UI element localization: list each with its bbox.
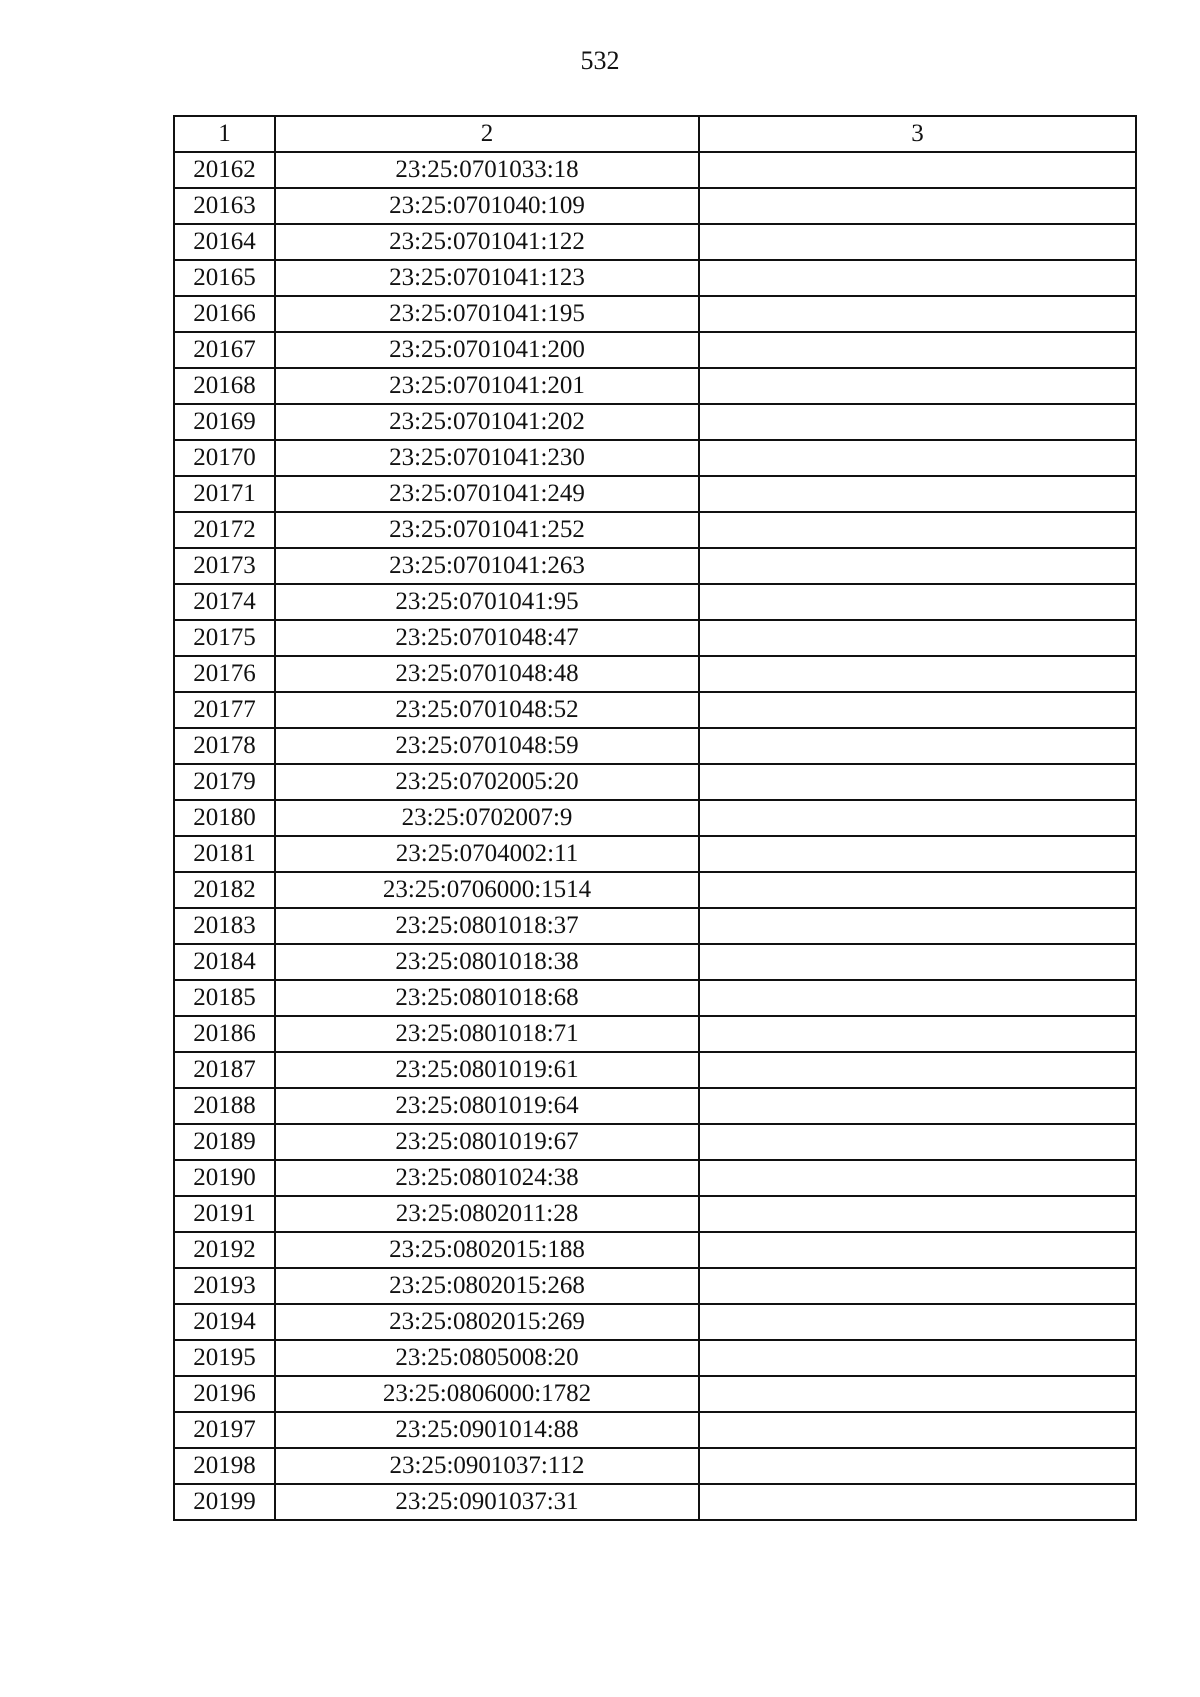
row-number-cell: 20187 [174, 1052, 275, 1088]
notes-cell [699, 728, 1136, 764]
table-row [174, 296, 1136, 332]
table-row [174, 728, 1136, 764]
cadastral-number-cell: 23:25:0801018:71 [275, 1016, 699, 1052]
notes-cell [699, 188, 1136, 224]
cadastral-number-cell: 23:25:0701041:123 [275, 260, 699, 296]
notes-cell [699, 800, 1136, 836]
table-row [174, 1376, 1136, 1412]
cadastral-number-cell: 23:25:0702005:20 [275, 764, 699, 800]
table-row [174, 944, 1136, 980]
row-number-cell: 20199 [174, 1484, 275, 1520]
notes-cell [699, 620, 1136, 656]
table-row [174, 476, 1136, 512]
cadastral-number-cell: 23:25:0701041:200 [275, 332, 699, 368]
table-row [174, 1016, 1136, 1052]
row-number-cell: 20179 [174, 764, 275, 800]
table-row [174, 1304, 1136, 1340]
table-row [174, 512, 1136, 548]
row-number-cell: 20184 [174, 944, 275, 980]
table-row [174, 1484, 1136, 1520]
notes-cell [699, 872, 1136, 908]
row-number-cell: 20195 [174, 1340, 275, 1376]
row-number-cell: 20186 [174, 1016, 275, 1052]
row-number-cell: 20178 [174, 728, 275, 764]
row-number-cell: 20181 [174, 836, 275, 872]
row-number-cell: 20171 [174, 476, 275, 512]
cadastral-number-cell: 23:25:0701048:52 [275, 692, 699, 728]
notes-cell [699, 1232, 1136, 1268]
cadastral-number-cell: 23:25:0701041:230 [275, 440, 699, 476]
cadastral-number-cell: 23:25:0901037:112 [275, 1448, 699, 1484]
notes-cell [699, 908, 1136, 944]
cadastral-number-cell: 23:25:0802015:188 [275, 1232, 699, 1268]
table-row [174, 1088, 1136, 1124]
notes-cell [699, 584, 1136, 620]
notes-cell [699, 692, 1136, 728]
row-number-cell: 20185 [174, 980, 275, 1016]
cadastral-number-cell: 23:25:0801024:38 [275, 1160, 699, 1196]
notes-cell [699, 152, 1136, 188]
notes-cell [699, 512, 1136, 548]
notes-cell [699, 440, 1136, 476]
row-number-cell: 20183 [174, 908, 275, 944]
cadastral-number-cell: 23:25:0701041:202 [275, 404, 699, 440]
table-row [174, 1160, 1136, 1196]
table-row [174, 836, 1136, 872]
column-header-3: 3 [699, 116, 1136, 152]
notes-cell [699, 1304, 1136, 1340]
notes-cell [699, 1340, 1136, 1376]
row-number-cell: 20169 [174, 404, 275, 440]
notes-cell [699, 836, 1136, 872]
row-number-cell: 20167 [174, 332, 275, 368]
notes-cell [699, 1124, 1136, 1160]
cadastral-table [173, 115, 1137, 1521]
row-number-cell: 20191 [174, 1196, 275, 1232]
row-number-cell: 20190 [174, 1160, 275, 1196]
row-number-cell: 20193 [174, 1268, 275, 1304]
notes-cell [699, 296, 1136, 332]
row-number-cell: 20172 [174, 512, 275, 548]
row-number-cell: 20174 [174, 584, 275, 620]
row-number-cell: 20189 [174, 1124, 275, 1160]
table-row [174, 980, 1136, 1016]
notes-cell [699, 980, 1136, 1016]
row-number-cell: 20163 [174, 188, 275, 224]
table-row [174, 620, 1136, 656]
row-number-cell: 20165 [174, 260, 275, 296]
notes-cell [699, 476, 1136, 512]
notes-cell [699, 1268, 1136, 1304]
cadastral-number-cell: 23:25:0801019:64 [275, 1088, 699, 1124]
table-row [174, 548, 1136, 584]
cadastral-number-cell: 23:25:0901014:88 [275, 1412, 699, 1448]
row-number-cell: 20175 [174, 620, 275, 656]
cadastral-number-cell: 23:25:0706000:1514 [275, 872, 699, 908]
notes-cell [699, 1088, 1136, 1124]
cadastral-number-cell: 23:25:0802015:268 [275, 1268, 699, 1304]
cadastral-number-cell: 23:25:0701041:95 [275, 584, 699, 620]
table-row [174, 584, 1136, 620]
table-row [174, 800, 1136, 836]
row-number-cell: 20162 [174, 152, 275, 188]
notes-cell [699, 404, 1136, 440]
notes-cell [699, 1448, 1136, 1484]
notes-cell [699, 1052, 1136, 1088]
cadastral-number-cell: 23:25:0802011:28 [275, 1196, 699, 1232]
table-row [174, 1340, 1136, 1376]
cadastral-number-cell: 23:25:0805008:20 [275, 1340, 699, 1376]
cadastral-number-cell: 23:25:0701041:263 [275, 548, 699, 584]
table-header-row [174, 116, 1136, 152]
notes-cell [699, 548, 1136, 584]
cadastral-number-cell: 23:25:0701041:252 [275, 512, 699, 548]
row-number-cell: 20198 [174, 1448, 275, 1484]
notes-cell [699, 260, 1136, 296]
row-number-cell: 20176 [174, 656, 275, 692]
cadastral-number-cell: 23:25:0702007:9 [275, 800, 699, 836]
row-number-cell: 20166 [174, 296, 275, 332]
table-row [174, 1196, 1136, 1232]
notes-cell [699, 1412, 1136, 1448]
table-row [174, 1052, 1136, 1088]
cadastral-number-cell: 23:25:0701048:48 [275, 656, 699, 692]
row-number-cell: 20173 [174, 548, 275, 584]
row-number-cell: 20177 [174, 692, 275, 728]
table-row [174, 692, 1136, 728]
cadastral-number-cell: 23:25:0801019:67 [275, 1124, 699, 1160]
table-row [174, 260, 1136, 296]
notes-cell [699, 224, 1136, 260]
column-header-2: 2 [275, 116, 699, 152]
row-number-cell: 20182 [174, 872, 275, 908]
notes-cell [699, 368, 1136, 404]
notes-cell [699, 1376, 1136, 1412]
table-row [174, 656, 1136, 692]
table-row [174, 1232, 1136, 1268]
row-number-cell: 20188 [174, 1088, 275, 1124]
row-number-cell: 20180 [174, 800, 275, 836]
table-row [174, 224, 1136, 260]
cadastral-number-cell: 23:25:0806000:1782 [275, 1376, 699, 1412]
cadastral-number-cell: 23:25:0701033:18 [275, 152, 699, 188]
notes-cell [699, 1160, 1136, 1196]
table-row [174, 764, 1136, 800]
row-number-cell: 20196 [174, 1376, 275, 1412]
notes-cell [699, 944, 1136, 980]
notes-cell [699, 764, 1136, 800]
notes-cell [699, 332, 1136, 368]
table-row [174, 404, 1136, 440]
table-row [174, 1412, 1136, 1448]
cadastral-number-cell: 23:25:0701048:59 [275, 728, 699, 764]
table-body [174, 152, 1136, 1520]
row-number-cell: 20170 [174, 440, 275, 476]
cadastral-number-cell: 23:25:0801018:38 [275, 944, 699, 980]
table-row [174, 908, 1136, 944]
row-number-cell: 20168 [174, 368, 275, 404]
cadastral-number-cell: 23:25:0701048:47 [275, 620, 699, 656]
notes-cell [699, 1196, 1136, 1232]
notes-cell [699, 1016, 1136, 1052]
notes-cell [699, 656, 1136, 692]
row-number-cell: 20164 [174, 224, 275, 260]
cadastral-number-cell: 23:25:0701041:122 [275, 224, 699, 260]
row-number-cell: 20192 [174, 1232, 275, 1268]
page-number: 532 [580, 46, 620, 75]
table-row [174, 1268, 1136, 1304]
cadastral-number-cell: 23:25:0802015:269 [275, 1304, 699, 1340]
cadastral-number-cell: 23:25:0704002:11 [275, 836, 699, 872]
table-row [174, 1448, 1136, 1484]
cadastral-number-cell: 23:25:0801018:68 [275, 980, 699, 1016]
column-header-1: 1 [174, 116, 275, 152]
table-row [174, 152, 1136, 188]
cadastral-number-cell: 23:25:0801019:61 [275, 1052, 699, 1088]
table-row [174, 188, 1136, 224]
cadastral-number-cell: 23:25:0701040:109 [275, 188, 699, 224]
cadastral-number-cell: 23:25:0801018:37 [275, 908, 699, 944]
table-row [174, 368, 1136, 404]
table-row [174, 332, 1136, 368]
notes-cell [699, 1484, 1136, 1520]
table-row [174, 440, 1136, 476]
cadastral-number-cell: 23:25:0701041:249 [275, 476, 699, 512]
row-number-cell: 20194 [174, 1304, 275, 1340]
table-row [174, 872, 1136, 908]
cadastral-number-cell: 23:25:0701041:195 [275, 296, 699, 332]
row-number-cell: 20197 [174, 1412, 275, 1448]
cadastral-number-cell: 23:25:0901037:31 [275, 1484, 699, 1520]
cadastral-number-cell: 23:25:0701041:201 [275, 368, 699, 404]
table-row [174, 1124, 1136, 1160]
